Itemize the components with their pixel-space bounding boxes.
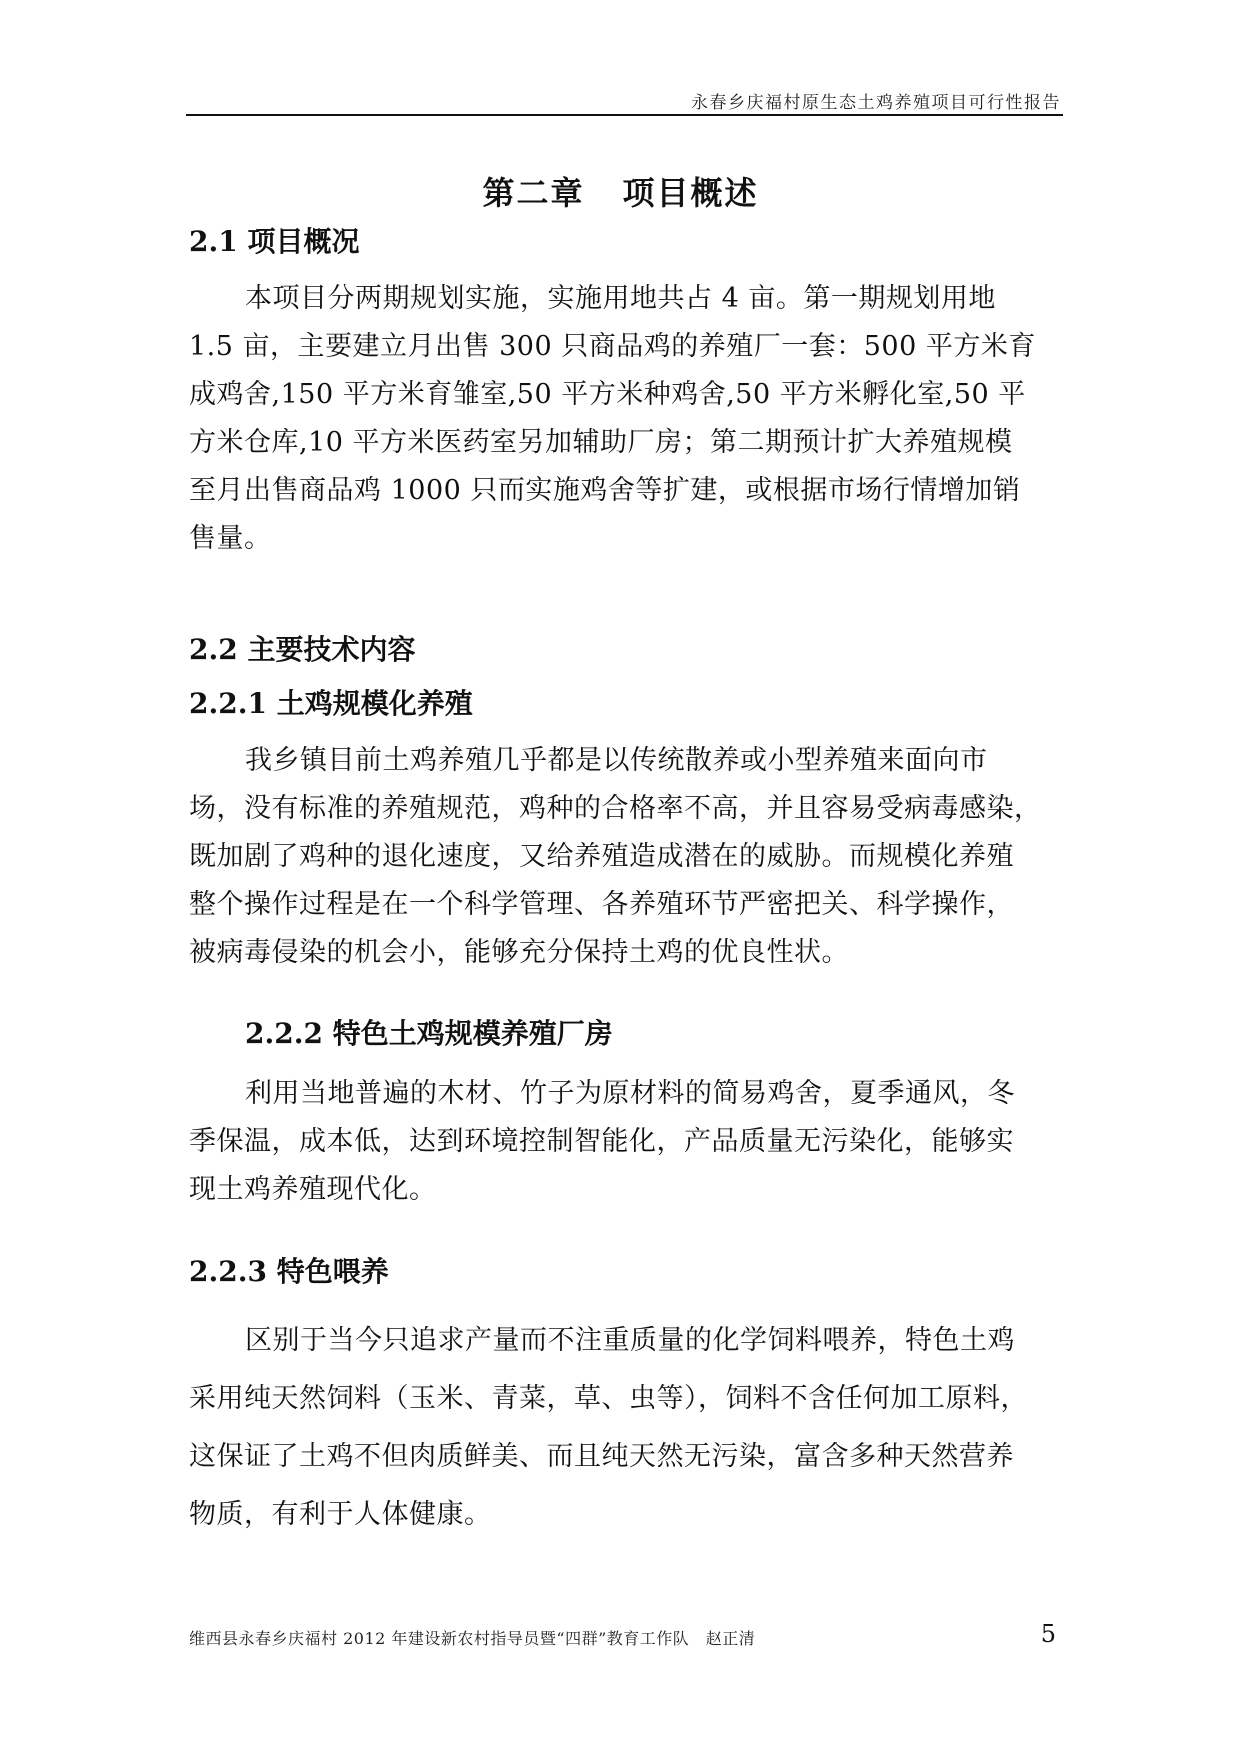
section-heading-2-2-3: 2.2.3 特色喂养 xyxy=(189,1255,389,1288)
paragraph-line: 区别于当今只追求产量而不注重质量的化学饲料喂养，特色土鸡 xyxy=(245,1325,1015,1356)
paragraph-line: 物质，有利于人体健康。 xyxy=(189,1499,492,1530)
section-heading-2-2: 2.2 主要技术内容 xyxy=(189,633,416,666)
running-header: 永春乡庆福村原生态土鸡养殖项目可行性报告 xyxy=(691,93,1061,113)
paragraph-line: 至月出售商品鸡 1000 只而实施鸡舍等扩建，或根据市场行情增加销 xyxy=(189,475,1021,506)
paragraph-2-2-1 xyxy=(189,737,1049,977)
paragraph-line: 采用纯天然饲料（玉米、青菜，草、虫等），饲料不含任何加工原料， xyxy=(189,1383,1028,1414)
paragraph-line: 现土鸡养殖现代化。 xyxy=(189,1174,437,1205)
paragraph-2-2-2 xyxy=(189,1070,1049,1214)
header-rule xyxy=(186,114,1063,116)
paragraph-line: 1.5 亩，主要建立月出售 300 只商品鸡的养殖厂一套：500 平方米育 xyxy=(189,331,1036,362)
footer-text: 维西县永春乡庆福村 2012 年建设新农村指导员暨“四群”教育工作队 赵正清 xyxy=(189,1629,756,1648)
section-heading-2-1: 2.1 项目概况 xyxy=(189,225,360,258)
section-heading-2-2-1: 2.2.1 土鸡规模化养殖 xyxy=(189,687,473,720)
paragraph-line: 本项目分两期规划实施，实施用地共占 4 亩。第一期规划用地 xyxy=(245,283,996,314)
paragraph-line: 整个操作过程是在一个科学管理、各养殖环节严密把关、科学操作， xyxy=(189,889,1014,920)
paragraph-line: 成鸡舍,150 平方米育雏室,50 平方米种鸡舍,50 平方米孵化室,50 平 xyxy=(189,379,1026,410)
paragraph-2-1 xyxy=(189,275,1049,563)
paragraph-line: 场，没有标准的养殖规范，鸡种的合格率不高，并且容易受病毒感染， xyxy=(189,793,1042,824)
section-heading-2-2-2: 2.2.2 特色土鸡规模养殖厂房 xyxy=(245,1017,613,1050)
chapter-title xyxy=(0,168,1241,214)
chapter-name: 项目概述 xyxy=(622,174,759,212)
paragraph-line: 利用当地普遍的木材、竹子为原材料的简易鸡舍，夏季通风，冬 xyxy=(245,1078,1015,1109)
paragraph-line: 方米仓库,10 平方米医药室另加辅助厂房；第二期预计扩大养殖规模 xyxy=(189,427,1013,458)
paragraph-line: 季保温，成本低，达到环境控制智能化，产品质量无污染化，能够实 xyxy=(189,1126,1014,1157)
paragraph-line: 售量。 xyxy=(189,523,272,554)
paragraph-2-2-3 xyxy=(189,1312,1049,1544)
paragraph-line: 被病毒侵染的机会小，能够充分保持土鸡的优良性状。 xyxy=(189,937,849,968)
paragraph-line: 既加剧了鸡种的退化速度，又给养殖造成潜在的威胁。而规模化养殖 xyxy=(189,841,1014,872)
paragraph-line: 这保证了土鸡不但肉质鲜美、而且纯天然无污染，富含多种天然营养 xyxy=(189,1441,1014,1472)
chapter-number: 第二章 xyxy=(482,174,585,212)
paragraph-line: 我乡镇目前土鸡养殖几乎都是以传统散养或小型养殖来面向市 xyxy=(245,745,988,776)
page-number: 5 xyxy=(1040,1620,1056,1648)
